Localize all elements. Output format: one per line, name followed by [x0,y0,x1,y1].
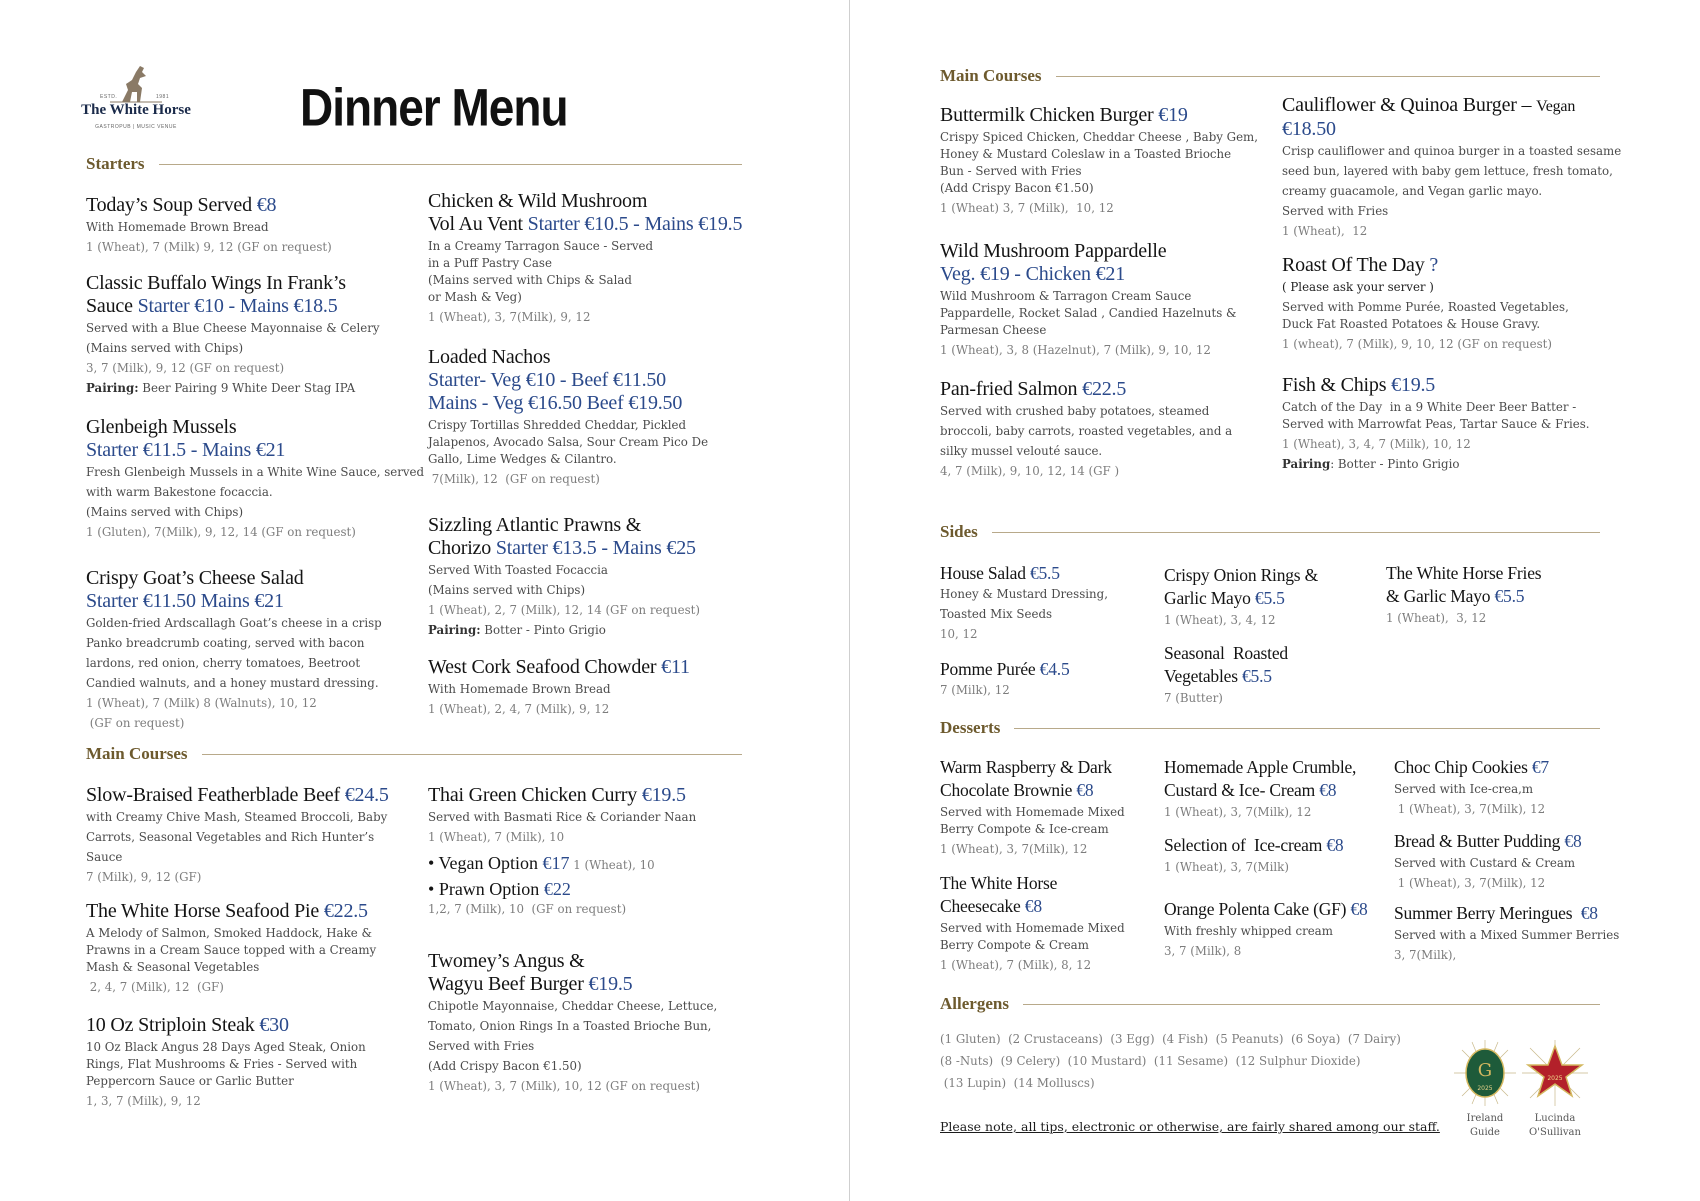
menu-item-striploin: 10 Oz Striploin Steak €30 10 Oz Black Angus 28 Days Aged Steak, Onion Rings, Flat Mushrooms & Fries - Served with Peppercorn Sauce or Garlic Butter 1, 3, 7 (Milk), 9, 12 [86,1014,366,1108]
star-award-icon [1520,1038,1590,1108]
price: €19.5 [588,973,633,995]
price: €5.5 [1494,586,1525,606]
section-sides: Sides [940,522,1600,542]
dessert-brownie: Warm Raspberry & Dark Chocolate Brownie €8 Served with Homemade Mixed Berry Compote & Ice-cream 1 (Wheat), 3, 7(Milk), 12 [940,757,1125,856]
price: Starter €10 - Mains €18.5 [137,295,338,317]
dessert-bread-pudding: Bread & Butter Pudding €8 Served with Custard & Cream 1 (Wheat), 3, 7(Milk), 12 [1394,831,1582,890]
price: Starter €11.50 Mains €21 [86,590,284,612]
menu-item-wings: Classic Buffalo Wings In Frank’s Sauce Starter €10 - Mains €18.5 Served with a Blue Cheese Mayonnaise & Celery (Mains served with Chips) 3, 7 (Milk), 9, 12 (GF on request) Pairing: Beer Pairing 9 White Deer Stag IPA [86,272,380,395]
divider [159,164,742,165]
divider [1056,76,1600,77]
price: €5.5 [1254,588,1285,608]
price: €22.5 [1082,378,1127,400]
price: Starter- Veg €10 - Beef €11.50 [428,369,666,391]
price: €8 [1024,896,1042,916]
menu-item-vol-au-vent: Chicken & Wild Mushroom Vol Au Vent Starter €10.5 - Mains €19.5 In a Creamy Tarragon Sauce - Served in a Puff Pastry Case (Mains served with Chips & Salad or Mash & Veg) 1 (Wheat), 3, 7(Milk), 9, 12 [428,190,743,324]
ireland-guide-seal-icon [1454,1038,1516,1108]
menu-item-soup: Today’s Soup Served €8 With Homemade Brown Bread 1 (Wheat), 7 (Milk) 9, 12 (GF on request) [86,194,332,254]
dessert-ice-cream: Selection of Ice-cream €8 1 (Wheat), 3, 7(Milk) [1164,835,1344,874]
menu-item-seafood-pie: The White Horse Seafood Pie €22.5 A Melody of Salmon, Smoked Haddock, Hake & Prawns in a Cream Sauce topped with a Creamy Mash & Seasonal Vegetables 2, 4, 7 (Milk), 12 (GF) [86,900,377,994]
side-onion-rings: Crispy Onion Rings & Garlic Mayo €5.5 1 (Wheat), 3, 4, 12 [1164,565,1319,627]
price: €5.5 [1241,666,1272,686]
divider [1023,1004,1600,1005]
side-roasted-vegetables: Seasonal Roasted Vegetables €5.5 7 (Butter) [1164,643,1288,705]
divider [992,532,1600,533]
price: Starter €13.5 - Mains €25 [495,537,696,559]
price: €22.5 [323,900,368,922]
menu-item-wagyu-burger: Twomey’s Angus & Wagyu Beef Burger €19.5 Chipotle Mayonnaise, Cheddar Cheese, Lettuce, Tomato, Onion Rings In a Toasted Brioche Bun, Served with Fries (Add Crispy Bacon €1.50) 1 (Wheat), 3, 7 (Milk), 10, 12 (GF on request) [428,950,718,1093]
section-allergens: Allergens [940,994,1600,1014]
price: €7 [1531,757,1549,777]
price: €8 [256,194,277,216]
menu-item-cauliflower-burger: Cauliflower & Quinoa Burger – Vegan €18.50 Crisp cauliflower and quinoa burger in a toasted sesame seed bun, layered with baby gem lettuce, fresh tomato, creamy guacamole, and Vegan garlic mayo. Served with Fries 1 (Wheat), 12 [1282,94,1642,240]
price: €30 [259,1014,289,1036]
divider [1014,728,1600,729]
allergen-list: (1 Gluten) (2 Crustaceans) (3 Egg) (4 Fish) (5 Peanuts) (6 Soya) (7 Dairy) (8 -Nuts) (9 Celery) (10 Mustard) (11 Sesame) (12 Sulphur Dioxide) (13 Lupin) (14 Molluscs) [940,1032,1401,1090]
section-main-courses-left: Main Courses [86,744,742,764]
price: €11 [661,656,690,678]
price: Starter €11.5 - Mains €21 [86,439,286,461]
dessert-polenta-cake: Orange Polenta Cake (GF) €8 With freshly whipped cream 3, 7 (Milk), 8 [1164,899,1368,958]
page-title: Dinner Menu [300,77,568,137]
price: €8 [1319,780,1337,800]
left-page [0,0,849,1201]
right-page [850,0,1699,1201]
menu-item-pappardelle: Wild Mushroom Pappardelle Veg. €19 - Chicken €21 Wild Mushroom & Tarragon Cream Sauce Pappardelle, Rocket Salad , Candied Hazelnuts & Parmesan Cheese 1 (Wheat), 3, 8 (Hazelnut), 7 (Milk), 9, 10, 12 [940,240,1270,359]
divider [202,754,742,755]
price: €24.5 [344,784,389,806]
menu-item-featherblade-beef: Slow-Braised Featherblade Beef €24.5 with Creamy Chive Mash, Steamed Broccoli, Baby Carrots, Seasonal Vegetables and Rich Hunter’s Sauce 7 (Milk), 9, 12 (GF) [86,784,389,884]
price: €19.5 [1391,374,1436,396]
logo-year: 1981 [156,94,170,100]
price: €18.50 [1282,118,1336,140]
logo-estd: ESTD. [100,94,118,100]
menu-item-buttermilk-burger: Buttermilk Chicken Burger €19 Crispy Spiced Chicken, Cheddar Cheese , Baby Gem, Honey & Mustard Coleslaw in a Toasted Brioche Bun - Served with Fries (Add Crispy Bacon €1.50) 1 (Wheat) 3, 7 (Milk), 10, 12 [940,104,1258,215]
menu-item-mussels: Glenbeigh Mussels Starter €11.5 - Mains €21 Fresh Glenbeigh Mussels in a White Wine Sauce, served with warm Bakestone focaccia. (Mains served with Chips) 1 (Gluten), 7(Milk), 9, 12, 14 (GF on request) [86,416,425,539]
price: €5.5 [1029,563,1060,583]
price: ? [1429,254,1439,276]
price: €8 [1580,903,1598,923]
price: €4.5 [1039,659,1070,679]
menu-item-fish-chips: Fish & Chips €19.5 Catch of the Day in a 9 White Deer Beer Batter - Served with Marrowfat Peas, Tartar Sauce & Fries. 1 (Wheat), 3, 4, 7 (Milk), 10, 12 Pairing: Botter - Pinto Grigio [1282,374,1590,471]
price: Mains - Veg €16.50 Beef €19.50 [428,392,683,414]
side-pomme-puree: Pomme Purée €4.5 7 (Milk), 12 [940,659,1070,697]
lucinda-osullivan-badge: 2025 Lucinda O'Sullivan [1520,1038,1590,1142]
svg-text:G: G [1477,1060,1493,1081]
menu-item-goat-cheese: Crispy Goat’s Cheese Salad Starter €11.50 Mains €21 Golden-fried Ardscallagh Goat’s cheese in a crisp Panko breadcrumb coating, served with bacon lardons, red onion, cherry tomatoes, Beetroot Candied walnuts, and a honey mustard dressing. 1 (Wheat), 7 (Milk) 8 (Walnuts), 10, 12 (GF on request) [86,567,416,732]
price: €8 [1076,780,1094,800]
ireland-guide-badge: G 2025 Ireland Guide [1454,1038,1516,1142]
price: Starter €10.5 - Mains €19.5 [527,213,743,235]
section-desserts: Desserts [940,718,1600,738]
price: €19 [1158,104,1188,126]
section-main-courses-right: Main Courses [940,66,1600,86]
menu-item-nachos: Loaded Nachos Starter- Veg €10 - Beef €11.50 Mains - Veg €16.50 Beef €19.50 Crispy Tortillas Shredded Cheddar, Pickled Jalapenos, Avocado Salsa, Sour Cream Pico De Gallo, Lime Wedges & Cilantro. 7(Milk), 12 (GF on request) [428,346,758,488]
menu-item-chowder: West Cork Seafood Chowder €11 With Homemade Brown Bread 1 (Wheat), 2, 4, 7 (Milk), 9, 12 [428,656,690,716]
price: €8 [1326,835,1344,855]
logo-tagline: GASTROPUB | MUSIC VENUE [95,124,177,130]
menu-item-roast: Roast Of The Day ? ( Please ask your server ) Served with Pomme Purée, Roasted Vegetables, Duck Fat Roasted Potatoes & House Gravy. 1 (wheat), 7 (Milk), 9, 10, 12 (GF on request) [1282,254,1569,351]
option-vegan: • Vegan Option €17 1 (Wheat), 10 [428,853,655,873]
dessert-meringues: Summer Berry Meringues €8 Served with a Mixed Summer Berries 3, 7(Milk), [1394,903,1620,962]
tips-note: Please note, all tips, electronic or otherwise, are fairly shared among our staff. [940,1119,1440,1134]
price: €8 [1564,831,1582,851]
menu-item-thai-curry: Thai Green Chicken Curry €19.5 Served with Basmati Rice & Coriander Naan 1 (Wheat), 7 (Milk), 10 • Vegan Option €17 1 (Wheat), 10 • Prawn Option €22 1,2, 7 (Milk), 10 (GF on request) [428,784,758,918]
price: Veg. €19 - Chicken €21 [940,263,1126,285]
dessert-apple-crumble: Homemade Apple Crumble, Custard & Ice- Cream €8 1 (Wheat), 3, 7(Milk), 12 [1164,757,1357,819]
option-prawn: • Prawn Option €22 [428,879,571,899]
svg-text:2025: 2025 [1547,1075,1563,1082]
svg-text:2025: 2025 [1477,1085,1493,1092]
menu-item-salmon: Pan-fried Salmon €22.5 Served with crushed baby potatoes, steamed broccoli, baby carrots, roasted vegetables, and a silky mussel velouté sauce. 4, 7 (Milk), 9, 10, 12, 14 (GF ) [940,378,1233,478]
side-house-salad: House Salad €5.5 Honey & Mustard Dressing, Toasted Mix Seeds 10, 12 [940,563,1108,641]
price: €8 [1350,899,1368,919]
side-fries: The White Horse Fries & Garlic Mayo €5.5 1 (Wheat), 3, 12 [1386,563,1542,625]
price: €19.5 [641,784,686,806]
menu-item-prawns-chorizo: Sizzling Atlantic Prawns & Chorizo Starter €13.5 - Mains €25 Served With Toasted Focaccia (Mains served with Chips) 1 (Wheat), 2, 7 (Milk), 12, 14 (GF on request) Pairing: Botter - Pinto Grigio [428,514,701,637]
logo [81,62,191,134]
section-starters: Starters [86,154,742,174]
logo-name: The White Horse [81,102,191,118]
dessert-cheesecake: The White Horse Cheesecake €8 Served with Homemade Mixed Berry Compote & Cream 1 (Wheat), 7 (Milk), 8, 12 [940,873,1125,972]
dessert-cookies: Choc Chip Cookies €7 Served with Ice-crea,m 1 (Wheat), 3, 7(Milk), 12 [1394,757,1549,816]
